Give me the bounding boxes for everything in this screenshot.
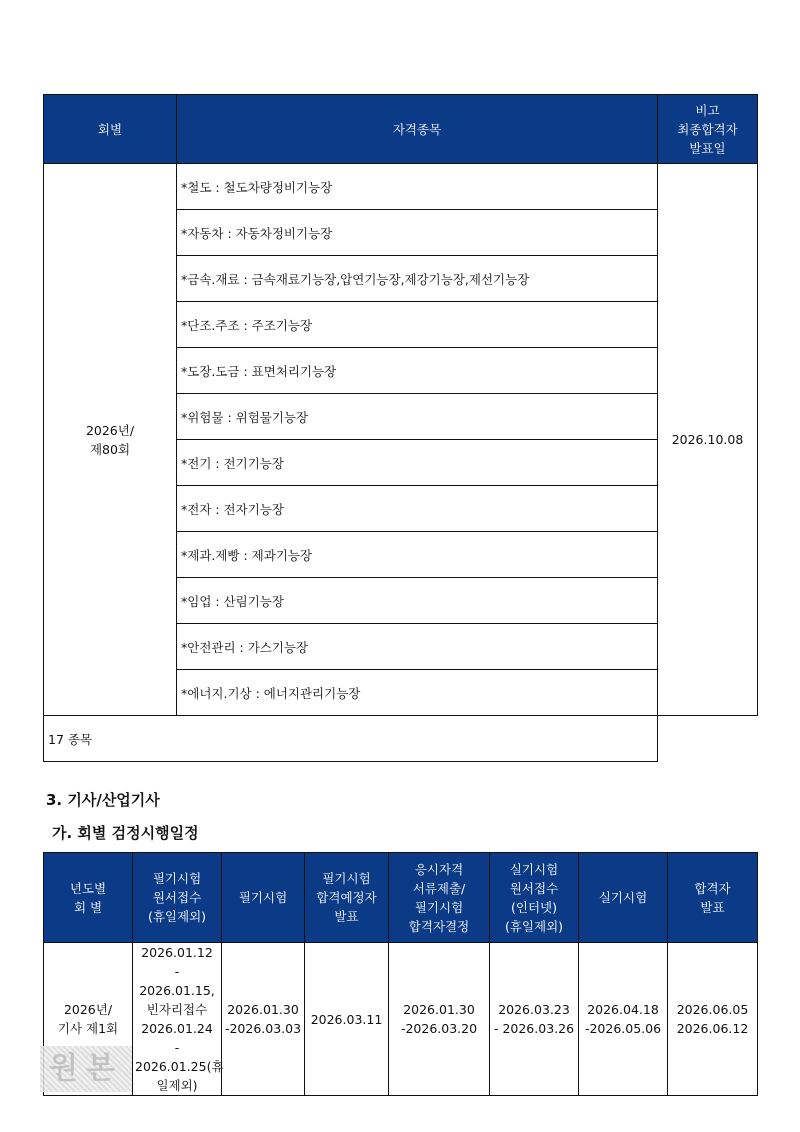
item-row: *임업 : 산림기능장 [177,578,658,624]
item-row: *에너지.기상 : 에너지관리기능장 [177,670,658,716]
section-title: 3. 기사/산업기사 [46,791,160,809]
header-practical-exam: 실기시험 [579,853,668,943]
document-submission-cell: 2026.01.30 -2026.03.20 [389,943,490,1096]
written-application-cell: 2026.01.12 - 2026.01.15, 빈자리접수 2026.01.24 - 2026.01.25(휴 일제외) [133,943,222,1096]
practical-application-cell: 2026.03.23 - 2026.03.26 [490,943,579,1096]
header-written-result: 필기시험 합격예정자 발표 [305,853,389,943]
header-session: 회별 [44,95,177,164]
written-result-cell: 2026.03.11 [305,943,389,1096]
final-result-cell: 2026.06.05 2026.06.12 [668,943,758,1096]
session-cell: 2026년/ 제80회 [44,164,177,716]
original-stamp-watermark: 원본 [40,1046,132,1092]
subsection-title: 가. 회별 검정시행일정 [52,824,199,842]
header-items: 자격종목 [177,95,658,164]
qualification-table [43,94,758,762]
written-exam-cell: 2026.01.30 -2026.03.03 [222,943,305,1096]
year-session-cell: 2026년/ 기사 제1회 [44,943,133,1096]
total-count-cell: 17 종목 [44,716,658,762]
header-year-session: 년도별 회 별 [44,853,133,943]
item-row: *전자 : 전자기능장 [177,486,658,532]
item-row: *위험물 : 위험물기능장 [177,394,658,440]
announce-date-cell: 2026.10.08 [658,164,758,716]
schedule-table [43,852,758,1096]
item-row: *철도 : 철도차량정비기능장 [177,164,658,210]
header-final-result: 합격자 발표 [668,853,758,943]
header-note: 비고 최종합격자 발표일 [658,95,758,164]
header-written-application: 필기시험 원서접수 (휴일제외) [133,853,222,943]
table-row [44,943,758,1096]
item-row: *단조.주조 : 주조기능장 [177,302,658,348]
header-practical-application: 실기시험 원서접수 (인터넷) (휴일제외) [490,853,579,943]
item-row: *도장.도금 : 표면처리기능장 [177,348,658,394]
item-row: *금속.재료 : 금속재료기능장,압연기능장,제강기능장,제선기능장 [177,256,658,302]
header-document-submission: 응시자격 서류제출/ 필기시험 합격자결정 [389,853,490,943]
practical-exam-cell: 2026.04.18 -2026.05.06 [579,943,668,1096]
header-written-exam: 필기시험 [222,853,305,943]
item-row: *제과.제빵 : 제과기능장 [177,532,658,578]
item-row: *자동차 : 자동차정비기능장 [177,210,658,256]
item-row: *안전관리 : 가스기능장 [177,624,658,670]
item-row: *전기 : 전기기능장 [177,440,658,486]
